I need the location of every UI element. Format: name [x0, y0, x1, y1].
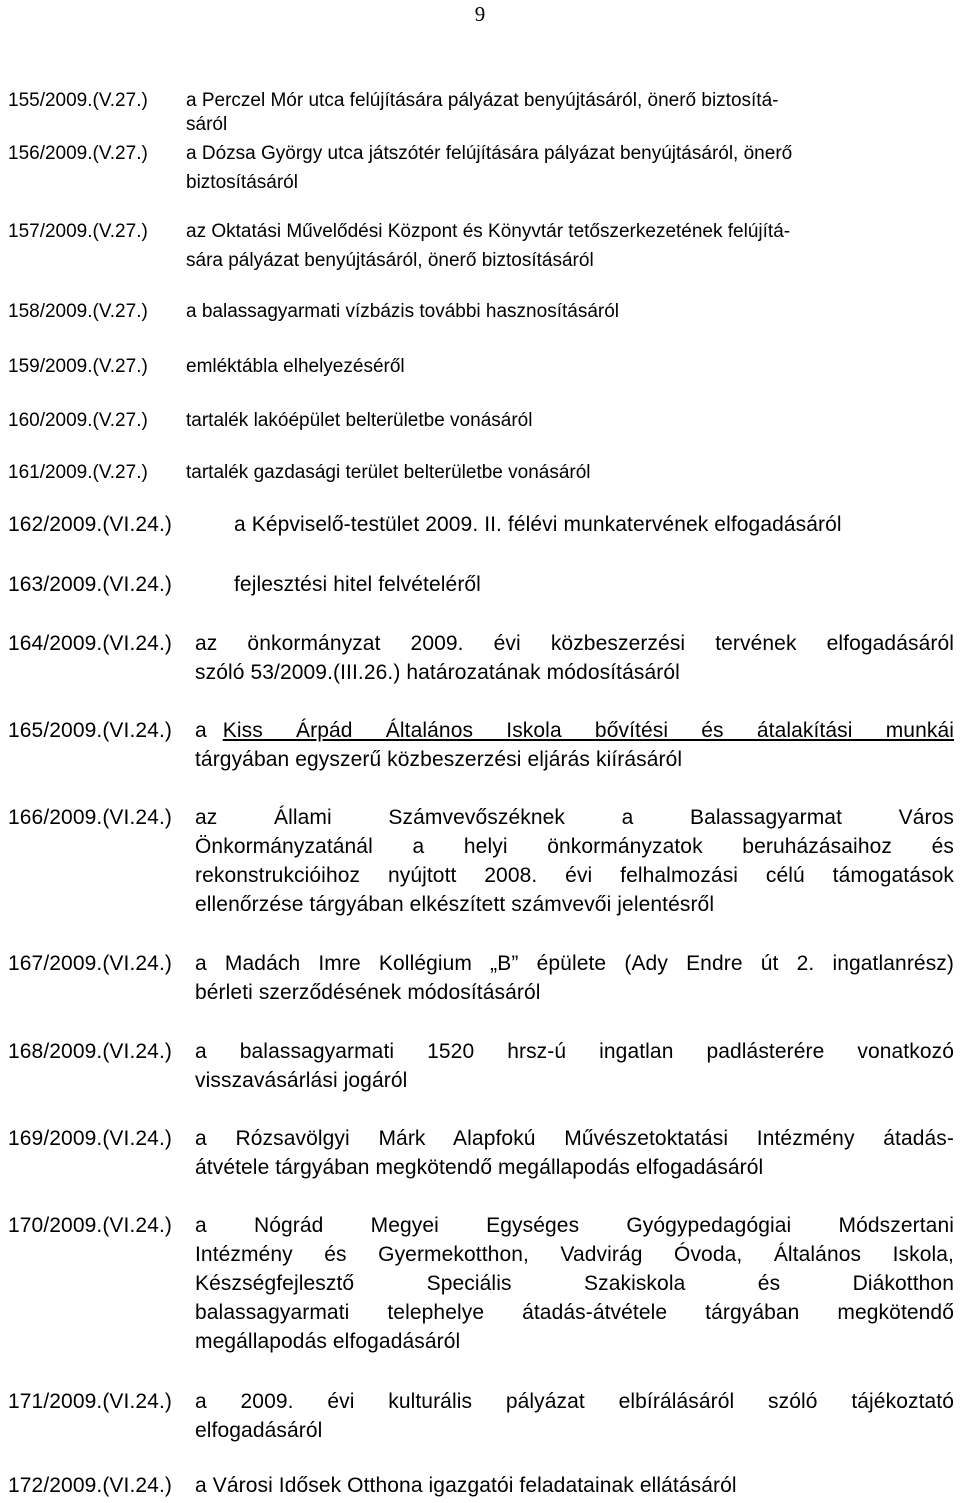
resolution-entry: [8, 510, 954, 539]
resolution-text: [186, 406, 954, 435]
resolution-entry: [8, 1037, 954, 1095]
resolution-number: 162/2009.(VI.24.): [8, 513, 172, 536]
resolution-line: a balassagyarmati 1520 hrsz-ú ingatlan padlásterére vonatkozó: [195, 1040, 954, 1063]
resolution-number: 159/2009.(V.27.): [8, 356, 148, 377]
resolution-text: [186, 86, 954, 139]
resolution-line: Önkormányzatánál a helyi önkormányzatok beruházásaihoz és: [195, 835, 954, 858]
resolution-text: [195, 1037, 954, 1095]
resolution-number: 171/2009.(VI.24.): [8, 1390, 172, 1413]
resolution-line: Intézmény és Gyermekotthon, Vadvirág Óvoda, Általános Iskola,: [195, 1243, 954, 1266]
resolution-entry: [8, 1124, 954, 1182]
resolution-number: 167/2009.(VI.24.): [8, 952, 172, 975]
resolution-line: az Oktatási Művelődési Központ és Könyvtár tetőszerkezetének felújítá-: [186, 221, 791, 242]
resolution-line: a Rózsavölgyi Márk Alapfokú Művészetoktatási Intézmény átadás-: [195, 1127, 954, 1150]
resolution-line: a balassagyarmati vízbázis további hasznosításáról: [186, 301, 620, 322]
resolution-number: 156/2009.(V.27.): [8, 143, 148, 164]
resolution-number: 161/2009.(V.27.): [8, 462, 148, 483]
resolution-line: ellenőrzése tárgyában elkészített számvevői jelentésről: [195, 893, 715, 916]
resolution-entry: [8, 297, 954, 326]
resolution-number: 157/2009.(V.27.): [8, 221, 148, 242]
resolution-line: a Városi Idősek Otthona igazgatói feladatainak ellátásáról: [195, 1474, 737, 1497]
resolution-number: 170/2009.(VI.24.): [8, 1214, 172, 1237]
resolution-entry: [8, 458, 954, 487]
resolution-entry: [8, 803, 954, 919]
resolution-line: a Nógrád Megyei Egységes Gyógypedagógiai Módszertani: [195, 1214, 954, 1237]
resolution-entry: [8, 570, 954, 599]
resolution-text: [195, 949, 954, 1007]
resolution-line: a Képviselő-testület 2009. II. félévi munkatervének elfogadásáról: [234, 513, 842, 536]
resolution-number: 166/2009.(VI.24.): [8, 806, 172, 829]
resolution-line: balassagyarmati telephelye átadás-átvétele tárgyában megkötendő: [195, 1301, 954, 1324]
resolution-entry: [8, 629, 954, 687]
resolution-number: 158/2009.(V.27.): [8, 301, 148, 322]
resolution-line: sára pályázat benyújtásáról, önerő biztosításáról: [186, 250, 594, 271]
resolution-text-prefix: a: [195, 719, 207, 742]
resolution-number: 172/2009.(VI.24.): [8, 1474, 172, 1497]
resolution-line: átvétele tárgyában megkötendő megállapodás elfogadásáról: [195, 1156, 764, 1179]
resolution-line: tartalék lakóépület belterületbe vonásáról: [186, 410, 533, 431]
resolution-entry: [8, 352, 954, 381]
resolution-line: tárgyában egyszerű közbeszerzési eljárás kiírásáról: [195, 748, 683, 771]
resolution-entry: [8, 139, 954, 197]
resolution-line: [195, 716, 954, 745]
resolution-text: [186, 458, 954, 487]
resolution-number: 163/2009.(VI.24.): [8, 573, 172, 596]
resolution-text: [195, 716, 954, 774]
resolution-entry: [8, 1471, 954, 1500]
resolution-text: [234, 570, 954, 599]
resolution-entry: [8, 1211, 954, 1356]
resolution-text: [195, 1387, 954, 1445]
resolution-text: [195, 629, 954, 687]
resolution-line: a Perczel Mór utca felújítására pályázat benyújtásáról, önerő biztosítá-: [186, 90, 779, 111]
resolution-entry: [8, 716, 954, 774]
resolution-entry: [8, 1387, 954, 1445]
resolution-line: elfogadásáról: [195, 1419, 323, 1442]
resolution-text: [186, 217, 954, 275]
resolution-entry: [8, 949, 954, 1007]
resolution-number: 160/2009.(V.27.): [8, 410, 148, 431]
school-name: Kiss Árpád Általános Iskola bővítési és átalakítási munkái: [222, 719, 954, 742]
resolution-text: [195, 803, 954, 919]
resolution-line: az Állami Számvevőszéknek a Balassagyarmat Város: [195, 806, 954, 829]
resolution-text: [186, 297, 954, 326]
resolution-text: [195, 1471, 954, 1500]
resolution-line: szóló 53/2009.(III.26.) határozatának módosításáról: [195, 661, 680, 684]
resolution-line: sáról: [186, 114, 228, 135]
resolution-line: bérleti szerződésének módosításáról: [195, 981, 541, 1004]
resolution-line: visszavásárlási jogáról: [195, 1069, 408, 1092]
resolution-line: fejlesztési hitel felvételéről: [234, 573, 481, 596]
resolution-entry: [8, 406, 954, 435]
resolution-text: [195, 1124, 954, 1182]
resolution-line: a 2009. évi kulturális pályázat elbírálásáról szóló tájékoztató: [195, 1390, 954, 1413]
resolution-line: Készségfejlesztő Speciális Szakiskola és Diákotthon: [195, 1272, 954, 1295]
resolution-line: a Madách Imre Kollégium „B” épülete (Ady Endre út 2. ingatlanrész): [195, 952, 954, 975]
resolution-text: [234, 510, 954, 539]
resolution-line: biztosításáról: [186, 172, 298, 193]
resolution-number: 155/2009.(V.27.): [8, 90, 148, 111]
resolution-text: [186, 352, 954, 381]
resolution-line: megállapodás elfogadásáról: [195, 1330, 461, 1353]
resolution-entry: [8, 217, 954, 275]
resolution-line: rekonstrukcióihoz nyújtott 2008. évi felhalmozási célú támogatások: [195, 864, 954, 887]
resolution-text: [195, 1211, 954, 1356]
resolution-line: tartalék gazdasági terület belterületbe vonásáról: [186, 462, 591, 483]
resolution-number: 164/2009.(VI.24.): [8, 632, 172, 655]
resolution-number: 165/2009.(VI.24.): [8, 719, 172, 742]
resolution-text: [186, 139, 954, 197]
resolution-number: 168/2009.(VI.24.): [8, 1040, 172, 1063]
resolution-entry: [8, 86, 954, 139]
resolution-number: 169/2009.(VI.24.): [8, 1127, 172, 1150]
page-number: 9: [474, 2, 486, 26]
resolution-line: az önkormányzat 2009. évi közbeszerzési tervének elfogadásáról: [195, 632, 954, 655]
resolution-line: a Dózsa György utca játszótér felújítására pályázat benyújtásáról, önerő: [186, 143, 793, 164]
resolution-line: emléktábla elhelyezéséről: [186, 356, 405, 377]
